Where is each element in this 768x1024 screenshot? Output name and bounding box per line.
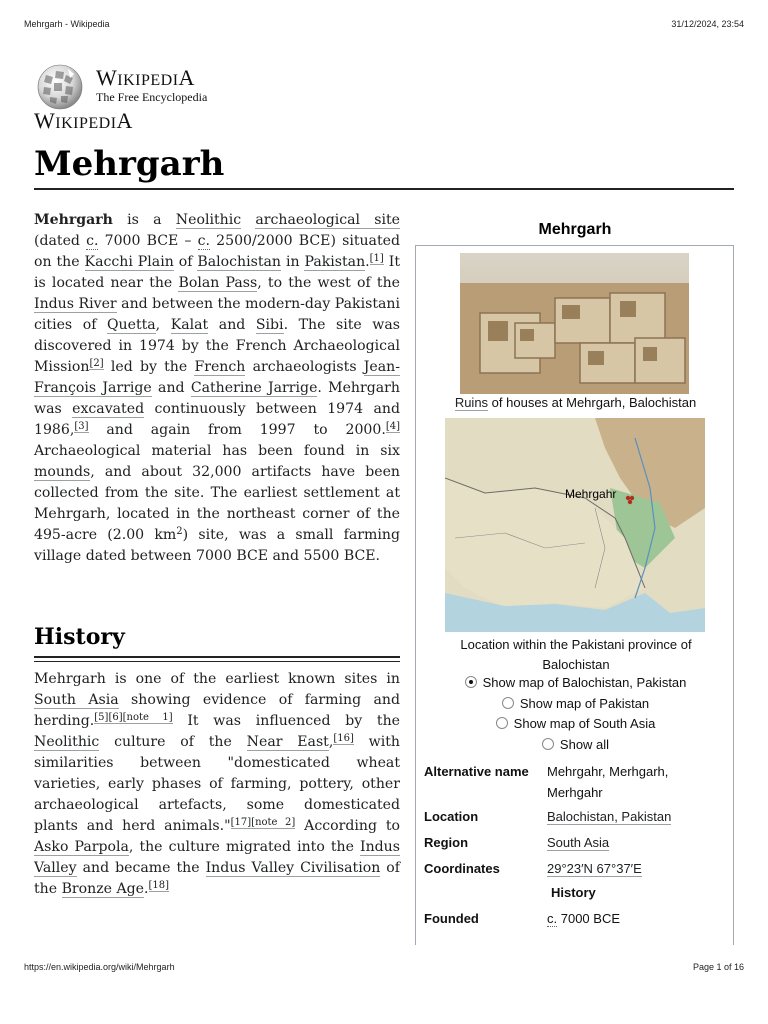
section-divider bbox=[34, 656, 400, 658]
link-asko-parpola[interactable]: Asko Parpola bbox=[34, 839, 129, 855]
tagline: The Free Encyclopedia bbox=[96, 90, 208, 104]
founded-text: 7000 BCE bbox=[557, 911, 620, 926]
link-pakistan[interactable]: Pakistan bbox=[304, 254, 366, 270]
text: and bbox=[151, 380, 191, 396]
map-option-south-asia[interactable] bbox=[416, 716, 735, 731]
print-header-datetime: 31/12/2024, 23:54 bbox=[671, 19, 744, 29]
link-quetta[interactable]: Quetta bbox=[106, 317, 156, 333]
map-option-label: Show all bbox=[559, 737, 610, 752]
history-paragraph bbox=[34, 669, 400, 900]
print-header-title: Mehrgarh - Wikipedia bbox=[24, 19, 110, 29]
text: culture of the bbox=[99, 734, 247, 750]
alt-name-label: Alternative name bbox=[424, 764, 529, 779]
wordmark-middle: IKIPEDI bbox=[117, 72, 179, 89]
wordmark-secondary-first: W bbox=[34, 108, 56, 133]
wordmark-first-letter: W bbox=[96, 65, 118, 90]
text: archaeologists bbox=[245, 359, 364, 375]
citation-4[interactable]: [4] bbox=[385, 421, 400, 432]
link-neolithic[interactable]: Neolithic bbox=[175, 212, 242, 228]
link-indus-valley[interactable]: Indus Valley bbox=[34, 839, 400, 876]
wikipedia-logo[interactable] bbox=[34, 63, 254, 111]
map-option-show-all[interactable] bbox=[416, 737, 735, 752]
coordinates-label: Coordinates bbox=[424, 861, 500, 876]
text: (dated bbox=[34, 233, 87, 249]
link-mounds[interactable]: mounds bbox=[34, 464, 91, 480]
link-excavated[interactable]: excavated bbox=[72, 401, 145, 417]
link-kacchi-plain[interactable]: Kacchi Plain bbox=[84, 254, 174, 270]
citation-16[interactable]: [16] bbox=[333, 733, 354, 744]
wordmark-secondary-middle: IKIPEDI bbox=[55, 115, 117, 132]
text: , bbox=[155, 317, 171, 333]
page-title: Mehrgarh bbox=[34, 144, 225, 184]
section-heading-history: History bbox=[34, 624, 125, 650]
text: with similarities between "domesticated wheat varieties, early phases of farming, pottery, other archaeological artefacts, some domesticated plants and herd animals." bbox=[34, 734, 400, 834]
text: is a bbox=[112, 212, 176, 228]
section-divider-thin bbox=[34, 661, 400, 662]
lead-paragraph bbox=[34, 210, 400, 567]
radio-icon[interactable] bbox=[496, 717, 508, 729]
wordmark-secondary-last: A bbox=[116, 108, 133, 133]
photo-caption bbox=[416, 395, 735, 410]
founded-label: Founded bbox=[424, 911, 479, 926]
infobox-history-heading: History bbox=[551, 885, 596, 900]
citation-note-1[interactable]: [note 1] bbox=[122, 712, 173, 723]
location-map[interactable] bbox=[445, 418, 705, 632]
map-option-label: Show map of Balochistan, Pakistan bbox=[482, 675, 687, 690]
circa-abbr: c. bbox=[197, 233, 210, 249]
text: According to bbox=[295, 818, 400, 834]
link-region[interactable]: South Asia bbox=[547, 835, 610, 850]
link-neolithic-2[interactable]: Neolithic bbox=[34, 734, 100, 750]
text: , and about 32,000 artifacts have been collected from the site. The earliest settlement at Mehrgarh, located in the northeast corner of the 495-acre (2.00 km bbox=[34, 464, 400, 543]
infobox bbox=[415, 245, 734, 945]
text: of bbox=[173, 254, 198, 270]
link-south-asia[interactable]: South Asia bbox=[34, 692, 119, 708]
radio-icon[interactable] bbox=[502, 697, 514, 709]
link-catherine-jarrige[interactable]: Catherine Jarrige bbox=[190, 380, 318, 396]
founded-value bbox=[547, 908, 727, 929]
text: . bbox=[144, 881, 149, 897]
link-kalat[interactable]: Kalat bbox=[170, 317, 209, 333]
link-near-east[interactable]: Near East bbox=[246, 734, 329, 750]
link-location[interactable]: Balochistan, Pakistan bbox=[547, 809, 672, 824]
text: continuously between 1974 and 1986, bbox=[34, 401, 400, 438]
print-footer bbox=[24, 962, 744, 976]
link-jean-francois-jarrige[interactable]: Jean-François Jarrige bbox=[34, 359, 401, 396]
lead-bold-title: Mehrgarh bbox=[34, 212, 113, 228]
region-label: Region bbox=[424, 835, 469, 850]
text: Archaeological material has been found in six bbox=[34, 443, 400, 459]
link-coordinates[interactable]: 29°23′N 67°37′E bbox=[547, 861, 642, 876]
wordmark-last-letter: A bbox=[178, 65, 195, 90]
text: in bbox=[281, 254, 305, 270]
text: and bbox=[208, 317, 256, 333]
superscript-2: 2 bbox=[176, 526, 183, 537]
location-label: Location bbox=[424, 809, 479, 824]
link-bolan-pass[interactable]: Bolan Pass bbox=[178, 275, 258, 291]
photo-caption-text: of houses at Mehrgarh, Balochistan bbox=[488, 395, 697, 410]
title-divider bbox=[34, 188, 734, 190]
location-value bbox=[547, 806, 727, 827]
text: . Mehrgarh was bbox=[34, 380, 400, 417]
text: 7000 BCE – bbox=[98, 233, 198, 249]
print-header bbox=[24, 19, 744, 33]
map-option-label: Show map of South Asia bbox=[513, 716, 656, 731]
infobox-caption: Mehrgarh bbox=[538, 221, 612, 238]
link-bronze-age[interactable]: Bronze Age bbox=[61, 881, 145, 897]
radio-selected-icon[interactable] bbox=[465, 676, 477, 688]
ruins-photo[interactable] bbox=[460, 253, 689, 394]
wikipedia-globe-icon bbox=[34, 63, 86, 111]
citation-17[interactable]: [17] bbox=[230, 817, 252, 828]
text: and became the bbox=[76, 860, 206, 876]
text: led by the bbox=[103, 359, 195, 375]
circa-abbr: c. bbox=[547, 911, 558, 926]
wordmark-secondary[interactable] bbox=[34, 108, 133, 134]
citation-6[interactable]: [6] bbox=[108, 712, 123, 723]
link-indus-river[interactable]: Indus River bbox=[34, 296, 117, 312]
citation-5[interactable]: [5] bbox=[94, 712, 109, 723]
text: of the bbox=[34, 860, 400, 897]
text: . The site was discovered in 1974 by the French Archaeological Mission bbox=[34, 317, 400, 375]
alt-name-value: Mehrgahr, Merhgarh, Merhgahr bbox=[547, 764, 669, 800]
link-sibi[interactable]: Sibi bbox=[255, 317, 284, 333]
radio-icon[interactable] bbox=[542, 738, 554, 750]
citation-3[interactable]: [3] bbox=[74, 421, 89, 432]
text: , the culture migrated into the bbox=[128, 839, 361, 855]
citation-1[interactable]: [1] bbox=[369, 253, 384, 264]
link-balochistan[interactable]: Balochistan bbox=[197, 254, 281, 270]
map-option-balochistan[interactable] bbox=[416, 675, 735, 690]
text: showing evidence of farming and herding. bbox=[34, 692, 400, 729]
print-footer-page: Page 1 of 16 bbox=[692, 962, 744, 972]
text: . bbox=[365, 254, 370, 270]
region-value bbox=[547, 832, 727, 853]
text: and between the modern-day Pakistani cities of bbox=[34, 296, 400, 333]
citation-note-2[interactable]: [note 2] bbox=[251, 817, 296, 828]
coordinates-value bbox=[547, 858, 727, 879]
text bbox=[241, 212, 255, 228]
link-archaeological-site[interactable]: archaeological site bbox=[255, 212, 401, 228]
text: and again from 1997 to 2000. bbox=[88, 422, 386, 438]
citation-18[interactable]: [18] bbox=[148, 880, 170, 891]
text: It was influenced by the bbox=[172, 713, 400, 729]
circa-abbr: c. bbox=[86, 233, 99, 249]
text: Mehrgarh is one of the earliest known sites in bbox=[34, 671, 400, 687]
text: , bbox=[328, 734, 334, 750]
text: ) site, was a small farming village dated between 7000 BCE and 5500 BCE. bbox=[34, 527, 400, 564]
link-french[interactable]: French bbox=[194, 359, 246, 375]
text: 2500/2000 BCE) situated on the bbox=[34, 233, 400, 270]
map-option-label: Show map of Pakistan bbox=[519, 696, 650, 711]
map-option-pakistan[interactable] bbox=[416, 696, 735, 711]
link-ruins[interactable]: Ruins bbox=[454, 395, 489, 410]
link-indus-valley-civilisation[interactable]: Indus Valley Civilisation bbox=[205, 860, 381, 876]
wordmark bbox=[96, 65, 195, 91]
map-marker-label: Mehrgahr bbox=[565, 487, 617, 501]
print-footer-url: https://en.wikipedia.org/wiki/Mehrgarh bbox=[24, 962, 175, 972]
text: , to the west of the bbox=[257, 275, 400, 291]
map-caption: Location within the Pakistani province of Balochistan bbox=[460, 637, 692, 672]
citation-2[interactable]: [2] bbox=[89, 358, 104, 369]
text: It is located near the bbox=[34, 254, 401, 291]
